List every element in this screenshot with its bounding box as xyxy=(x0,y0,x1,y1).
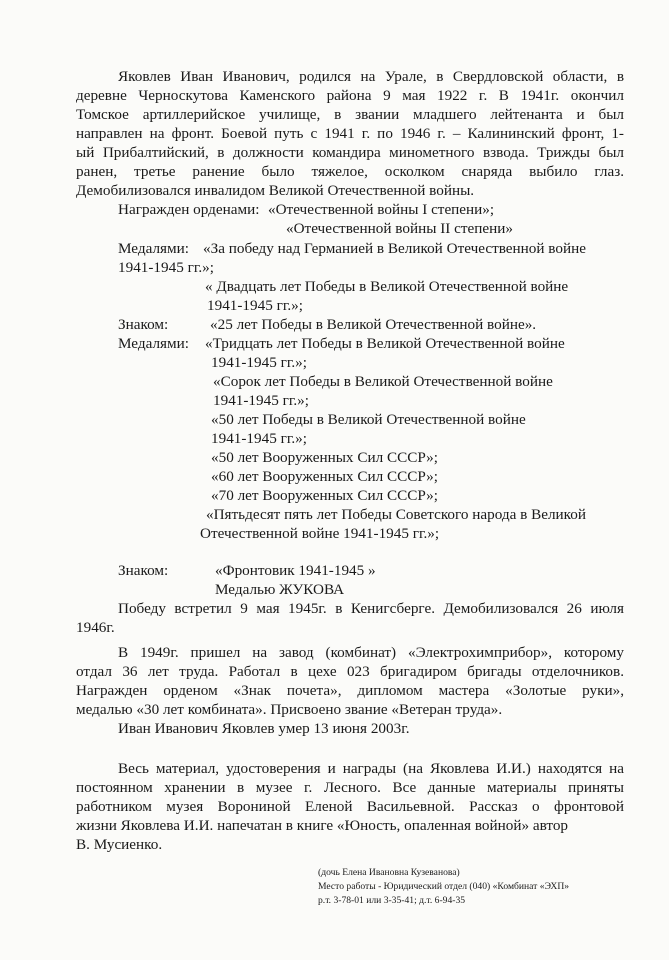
award-item: «Отечественной войны I степени»; xyxy=(268,201,495,218)
award-item: «Сорок лет Победы в Великой Отечественной войне xyxy=(213,373,553,390)
text-line: ый Прибалтийский, в должности командира минометного взвода. Трижды был xyxy=(76,144,624,161)
award-item: 1941-1945 гг.»; xyxy=(211,354,307,371)
text-line: постоянном хранении в музее г. Лесного. Все данные материалы приняты xyxy=(76,779,624,796)
award-item: «Тридцать лет Победы в Великой Отечественной войне xyxy=(205,335,565,352)
text-line: Победу встретил 9 мая 1945г. в Кенигсберге. Демобилизовался 26 июля xyxy=(118,600,624,617)
award-item: « Двадцать лет Победы в Великой Отечественной войне xyxy=(205,278,569,295)
medals-label: Медалями: xyxy=(118,240,189,257)
award-item: «60 лет Вооруженных Сил СССР»; xyxy=(211,468,438,485)
award-item: «25 лет Победы в Великой Отечественной войне». xyxy=(210,316,537,333)
text-line: Демобилизовался инвалидом Великой Отечественной войны. xyxy=(76,182,475,199)
text-line: ранен, третье ранение было тяжелое, осколком снаряда выбило глаз. xyxy=(76,163,624,180)
text-line: Яковлев Иван Иванович, родился на Урале, в Свердловской области, в xyxy=(118,68,624,85)
orders-label: Награжден орденами: xyxy=(118,201,260,218)
award-item: «За победу над Германией в Великой Отечественной войне xyxy=(203,240,586,257)
award-item: Медалью ЖУКОВА xyxy=(215,581,345,598)
footer-phones: р.т. 3-78-01 или 3-35-41; д.т. 6-94-35 xyxy=(318,895,466,906)
text-line: направлен на фронт. Боевой путь с 1941 г. по 1946 г. – Калининский фронт, 1- xyxy=(76,125,624,142)
text-line: Весь материал, удостоверения и награды (на Яковлева И.И.) находятся на xyxy=(118,760,624,777)
footer-daughter: (дочь Елена Ивановна Кузеванова) xyxy=(318,867,460,878)
text-line: 1946г. xyxy=(76,619,115,636)
award-item: 1941-1945 гг.»; xyxy=(211,430,307,447)
award-item: «50 лет Победы в Великой Отечественной войне xyxy=(211,411,526,428)
award-item: 1941-1945 гг.»; xyxy=(213,392,309,409)
award-item: «70 лет Вооруженных Сил СССР»; xyxy=(211,487,438,504)
award-item: «Фронтовик 1941-1945 » xyxy=(215,562,376,579)
death-line: Иван Иванович Яковлев умер 13 июня 2003г. xyxy=(118,720,410,737)
text-line: Томское артиллерийское училище, в звании младшего лейтенанта и был xyxy=(76,106,624,123)
badge-label: Знаком: xyxy=(118,316,169,333)
medals-label: Медалями: xyxy=(118,335,189,352)
award-item: «Пятьдесят пять лет Победы Советского народа в Великой xyxy=(206,506,587,523)
text-line: медалью «30 лет комбината». Присвоено звание «Ветеран труда». xyxy=(76,701,503,718)
text-line: В 1949г. пришел на завод (комбинат) «Электрохимприбор», которому xyxy=(118,644,624,661)
badge-label: Знаком: xyxy=(118,562,169,579)
footer-workplace: Место работы - Юридический отдел (040) «Комбинат «ЭХП» xyxy=(318,881,570,892)
text-line: отдал 36 лет труда. Работал в цехе 023 бригадиром бригады отделочников. xyxy=(76,663,624,680)
text-line: работником музея Ворониной Еленой Васильевной. Рассказ о фронтовой xyxy=(76,798,624,815)
award-item: 1941-1945 гг.»; xyxy=(118,259,214,276)
text-line: Награжден орденом «Знак почета», дипломом мастера «Золотые руки», xyxy=(76,682,624,699)
text-line: жизни Яковлева И.И. напечатан в книге «Юность, опаленная войной» автор xyxy=(76,817,569,834)
award-item: Отечественной войне 1941-1945 гг.»; xyxy=(200,525,440,542)
text-line: В. Мусиенко. xyxy=(76,836,163,853)
award-item: 1941-1945 гг.»; xyxy=(207,297,303,314)
award-item: «Отечественной войны II степени» xyxy=(286,220,513,237)
award-item: «50 лет Вооруженных Сил СССР»; xyxy=(211,449,438,466)
text-line: деревне Черноскутова Каменского района 9 мая 1922 г. В 1941г. окончил xyxy=(76,87,624,104)
